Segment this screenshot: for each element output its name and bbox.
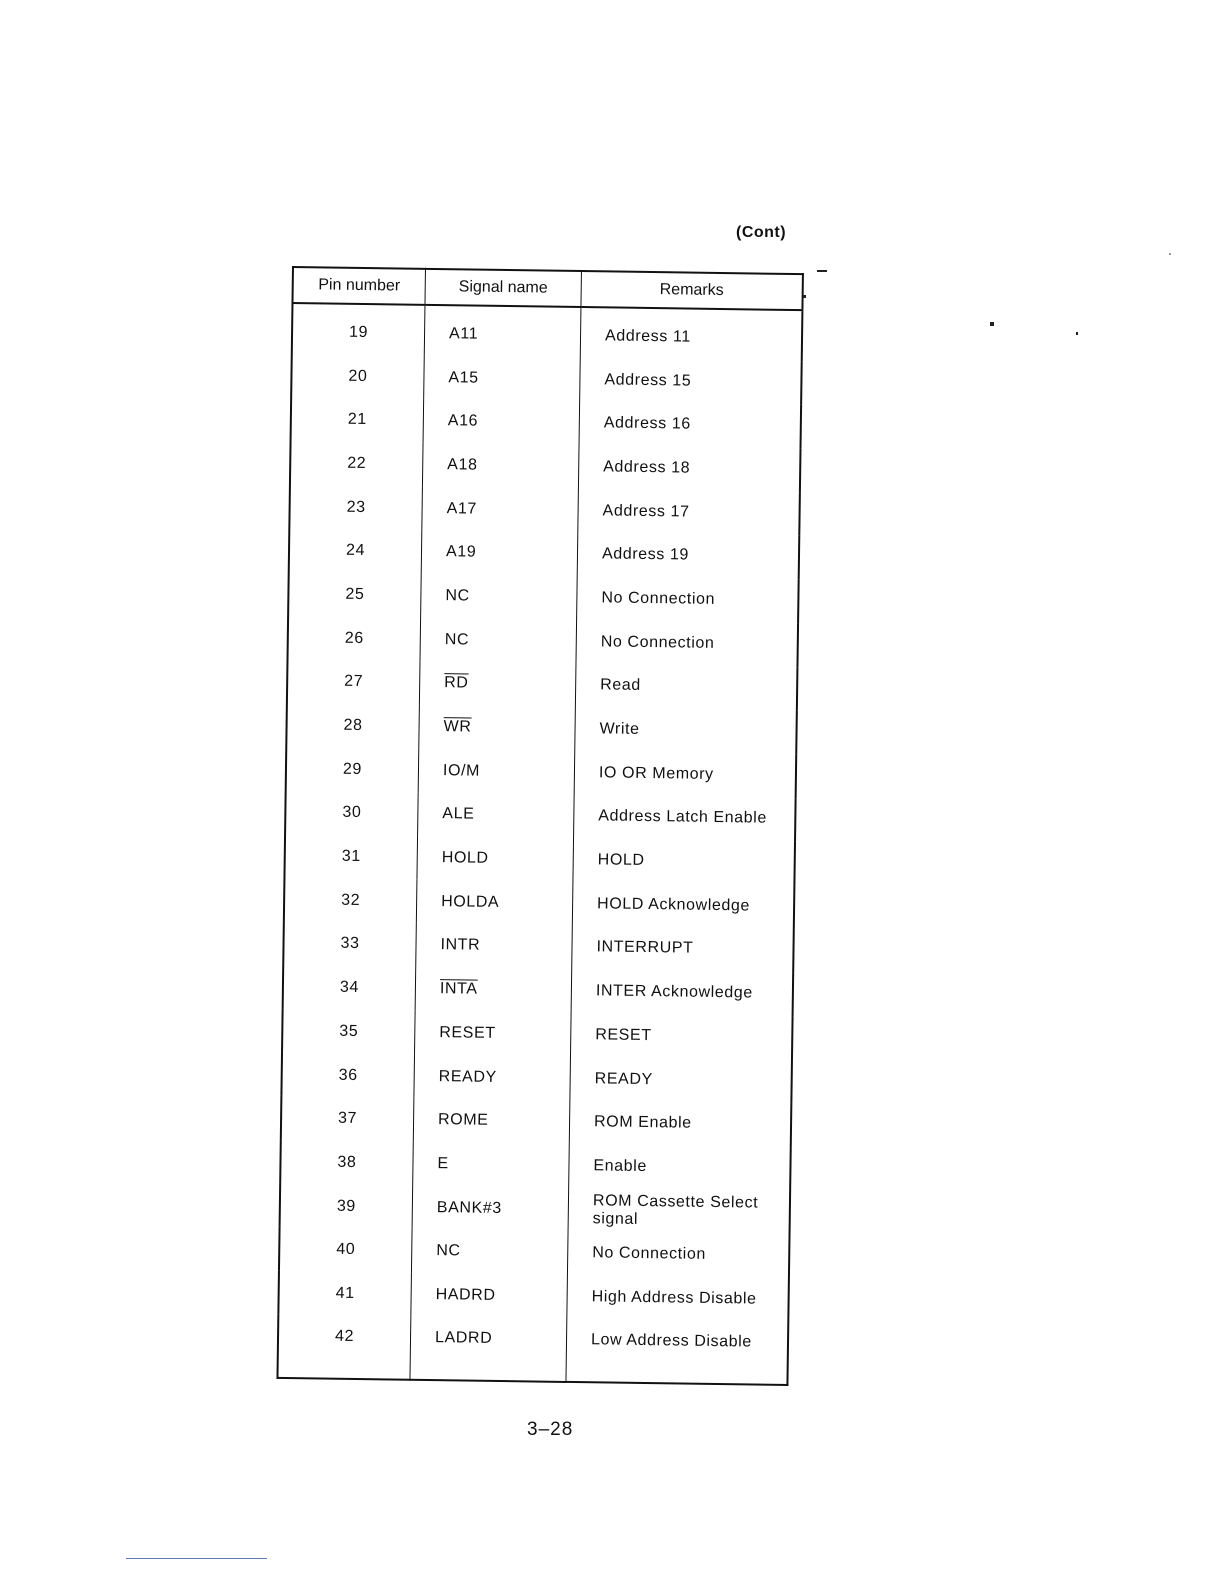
signal-name-cell: [419, 661, 576, 707]
signal-name-text: ROME: [437, 1111, 489, 1130]
remarks-cell: Low Address Disable: [590, 1331, 752, 1351]
pin-number-cell: 31: [284, 834, 417, 880]
signal-name-cell: [415, 1011, 572, 1057]
signal-name-cell: [413, 1098, 570, 1144]
pin-number-cell: 38: [280, 1140, 413, 1186]
signal-name-text: IO/M: [442, 761, 481, 780]
signal-name-text: LADRD: [434, 1328, 493, 1347]
pin-number-cell: 24: [289, 528, 422, 574]
remarks-cell: Enable: [593, 1157, 648, 1175]
signal-name-cell: [413, 1142, 570, 1188]
signal-name-cell: [414, 1054, 571, 1100]
remarks-cell: IO OR Memory: [598, 764, 714, 783]
table-row: [288, 616, 799, 667]
table-row: [290, 441, 801, 492]
remarks-cell: No Connection: [601, 589, 716, 608]
table-row: [289, 528, 800, 579]
pin-number-cell: 20: [291, 354, 424, 400]
continuation-label: (Cont): [736, 224, 787, 241]
column-header-pin-number: Pin number: [292, 267, 425, 305]
pin-number-cell: 28: [286, 703, 419, 749]
remarks-cell: High Address Disable: [591, 1288, 757, 1308]
signal-name-text: RESET: [439, 1023, 496, 1042]
signal-name-text: A19: [445, 543, 477, 561]
pin-number-cell: 39: [280, 1184, 413, 1230]
pin-number-cell: 23: [289, 485, 422, 531]
bottom-divider: [126, 1558, 267, 1559]
signal-name-cell: [424, 356, 581, 402]
scan-speck: [817, 270, 827, 272]
signal-name-cell: [418, 792, 575, 838]
remarks-cell: Write: [599, 720, 640, 738]
remarks-cell: INTERRUPT: [596, 938, 694, 958]
pin-number-cell: 37: [281, 1096, 414, 1142]
pin-number-cell: 19: [292, 303, 425, 356]
signal-name-cell: [420, 618, 577, 664]
table-row: [281, 1096, 792, 1147]
signal-name-text: $\overline{WR}$: [443, 718, 472, 736]
signal-name-text: A17: [446, 499, 478, 518]
signal-name-text: NC: [445, 587, 470, 605]
pin-number-cell: 29: [286, 747, 419, 793]
table-row: [280, 1184, 791, 1235]
remarks-cell: Address 11: [604, 327, 691, 346]
signal-name-cell: [421, 530, 578, 576]
signal-name-text: NC: [436, 1242, 461, 1260]
pin-number-cell: 34: [283, 965, 416, 1011]
pin-number-cell: 26: [288, 616, 421, 662]
signal-name-cell: [416, 923, 573, 969]
scan-speck: [1076, 332, 1078, 335]
signal-name-cell: [410, 1317, 567, 1382]
table-row: [284, 878, 795, 929]
table-row: [282, 1009, 793, 1060]
signal-name-text: BANK#3: [436, 1198, 502, 1217]
signal-name-text: A18: [447, 456, 478, 474]
column-header-signal-name: Signal name: [425, 269, 581, 307]
remarks-cell: Address 19: [601, 545, 690, 564]
remarks-cell: Address 16: [603, 414, 691, 433]
signal-name-text: INTA: [439, 980, 478, 998]
table-row: [291, 354, 802, 405]
signal-name-cell: [423, 399, 580, 445]
signal-name-text: HOLDA: [441, 892, 500, 911]
remarks-cell: ROM Cassette Select signal: [592, 1191, 759, 1228]
table-row: [291, 397, 802, 448]
signal-name-text: HADRD: [435, 1286, 496, 1304]
signal-name-cell: [422, 443, 579, 489]
signal-name-cell: [417, 836, 574, 882]
signal-name-text: E: [437, 1155, 449, 1173]
table-row: [283, 922, 794, 973]
pin-number-cell: 35: [282, 1009, 415, 1055]
remarks-cell: RESET: [595, 1026, 652, 1044]
table-row: [287, 659, 798, 710]
column-header-remarks: Remarks: [581, 271, 803, 310]
table-row: [288, 572, 799, 623]
signal-name-text: INTR: [440, 936, 481, 955]
signal-name-text: READY: [438, 1067, 497, 1086]
remarks-cell: Address Latch Enable: [598, 807, 767, 828]
remarks-cell: INTER Acknowledge: [595, 982, 753, 1002]
remarks-cell: HOLD Acknowledge: [597, 895, 751, 915]
signal-name-cell: [411, 1229, 568, 1275]
pin-number-cell: 30: [285, 791, 418, 837]
pin-number-cell: 22: [290, 441, 423, 487]
table-row: [279, 1227, 790, 1278]
table-row: [289, 485, 800, 536]
table-row: [285, 791, 796, 842]
signal-name-text: $\overline{RD}$: [444, 674, 469, 692]
table-row: [280, 1140, 791, 1191]
scan-speck: [803, 295, 806, 298]
signal-name-cell: [421, 574, 578, 620]
signal-name-cell: [415, 967, 572, 1013]
table-row: [277, 1315, 788, 1385]
table-row: [278, 1271, 789, 1322]
signal-name-text: HOLD: [441, 849, 489, 867]
page-number: 3–28: [527, 1419, 574, 1440]
pin-number-cell: 27: [287, 659, 420, 705]
remarks-cell: No Connection: [592, 1244, 707, 1264]
pin-number-cell: 33: [283, 922, 416, 968]
remarks-cell: ROM Enable: [593, 1113, 692, 1132]
remarks-cell: No Connection: [600, 633, 715, 652]
signal-name-text: A15: [448, 368, 479, 387]
remarks-cell: Read: [600, 676, 641, 695]
signal-name-cell: [419, 705, 576, 751]
table-row: [292, 303, 803, 361]
signal-name-cell: [416, 880, 573, 926]
signal-name-cell: [411, 1273, 568, 1319]
table-row: [284, 834, 795, 885]
signal-name-cell: [422, 487, 579, 533]
signal-name-cell: [418, 749, 575, 795]
remarks-cell: Address 15: [604, 370, 692, 390]
remarks-cell: Address 17: [602, 501, 690, 521]
pin-number-cell: 40: [279, 1227, 412, 1273]
table-row: [281, 1053, 792, 1104]
pin-number-cell: 32: [284, 878, 417, 924]
pin-number-cell: 41: [278, 1271, 411, 1317]
table-row: [283, 965, 794, 1016]
signal-name-cell: [412, 1186, 569, 1232]
remarks-cell: Address 18: [603, 458, 691, 477]
pin-assignment-table: [276, 266, 803, 1386]
table-row: [286, 703, 797, 754]
pin-number-cell: 42: [277, 1315, 410, 1380]
pin-number-cell: 25: [288, 572, 421, 618]
signal-name-text: ALE: [442, 805, 475, 824]
remarks-cell: HOLD: [597, 851, 645, 870]
signal-name-text: A16: [447, 412, 479, 430]
table-body: [277, 303, 802, 1385]
scan-speck: [990, 322, 994, 326]
signal-name-text: A11: [448, 325, 479, 343]
scan-speck: [1169, 253, 1171, 255]
pin-number-cell: 36: [281, 1053, 414, 1099]
table-row: [286, 747, 797, 798]
pin-number-cell: 21: [291, 397, 424, 443]
signal-name-cell: [424, 305, 581, 358]
remarks-cell: READY: [594, 1069, 653, 1088]
signal-name-text: NC: [444, 630, 470, 649]
